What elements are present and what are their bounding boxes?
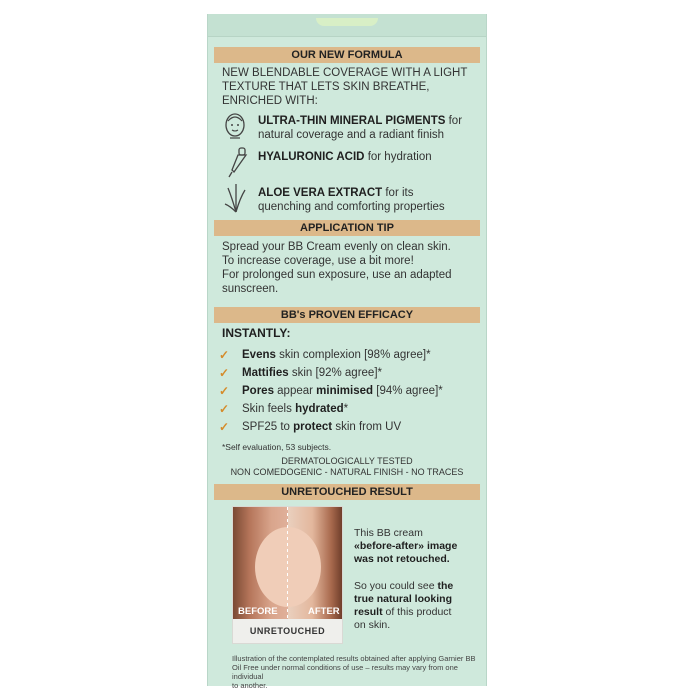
formula-item-pigments: ULTRA-THIN MINERAL PIGMENTS for natural coverage and a radiant finish (258, 115, 463, 141)
check-icon: ✓ (219, 348, 230, 362)
dropper-icon (226, 146, 248, 180)
check-icon: ✓ (219, 366, 230, 380)
efficacy-item-mattifies: Mattifies skin [92% agree]* (242, 367, 382, 379)
face-icon (222, 111, 248, 141)
unretouched-label: UNRETOUCHED (249, 626, 326, 636)
efficacy-item-spf: SPF25 to protect skin from UV (242, 421, 402, 433)
before-label: BEFORE (238, 606, 278, 617)
formula-intro: NEW BLENDABLE COVERAGE WITH A LIGHT TEXTURE THAT LETS SKIN BREATHE, ENRICHED WITH: (222, 67, 468, 107)
aloe-icon (224, 182, 248, 214)
check-icon: ✓ (219, 384, 230, 398)
formula-header: OUR NEW FORMULA (214, 47, 480, 63)
photo-divider (287, 507, 288, 619)
tip-text: Spread your BB Cream evenly on clean skin. To increase coverage, use a bit more! For prolonged sun exposure, use an adapted sunscreen. (222, 241, 452, 295)
box-top-flap (208, 14, 486, 37)
formula-item-aloe: ALOE VERA EXTRACT for its quenching and comforting properties (258, 187, 445, 213)
efficacy-item-evens: Evens skin complexion [98% agree]* (242, 349, 431, 361)
efficacy-item-hydrated: Skin feels hydrated* (242, 403, 349, 415)
result-header: UNRETOUCHED RESULT (214, 484, 480, 500)
before-after-photo (232, 506, 343, 644)
result-text-1: This BB cream «before-after» image was not retouched. (354, 527, 458, 565)
formula-item-hyaluronic: HYALURONIC ACID for hydration (258, 151, 432, 163)
fine-print: Illustration of the contemplated results obtained after applying Garnier BB Oil Free under normal conditions of use – results may vary from one individual to another. (232, 654, 476, 690)
check-icon: ✓ (219, 420, 230, 434)
check-icon: ✓ (219, 402, 230, 416)
efficacy-subtitle: INSTANTLY: (222, 326, 291, 340)
efficacy-header: BB's PROVEN EFFICACY (214, 307, 480, 323)
result-text-2: So you could see the true natural looking result of this product on skin. (354, 580, 454, 631)
efficacy-footnote: *Self evaluation, 53 subjects. (222, 442, 332, 452)
after-label: AFTER (308, 606, 340, 617)
claims: DERMATOLOGICALLY TESTED NON COMEDOGENIC - NATURAL FINISH - NO TRACES (230, 456, 464, 477)
box-tab (316, 18, 378, 26)
tip-header: APPLICATION TIP (214, 220, 480, 236)
product-box-back (207, 14, 487, 690)
efficacy-item-pores: Pores appear minimised [94% agree]* (242, 385, 443, 397)
face (255, 527, 321, 607)
